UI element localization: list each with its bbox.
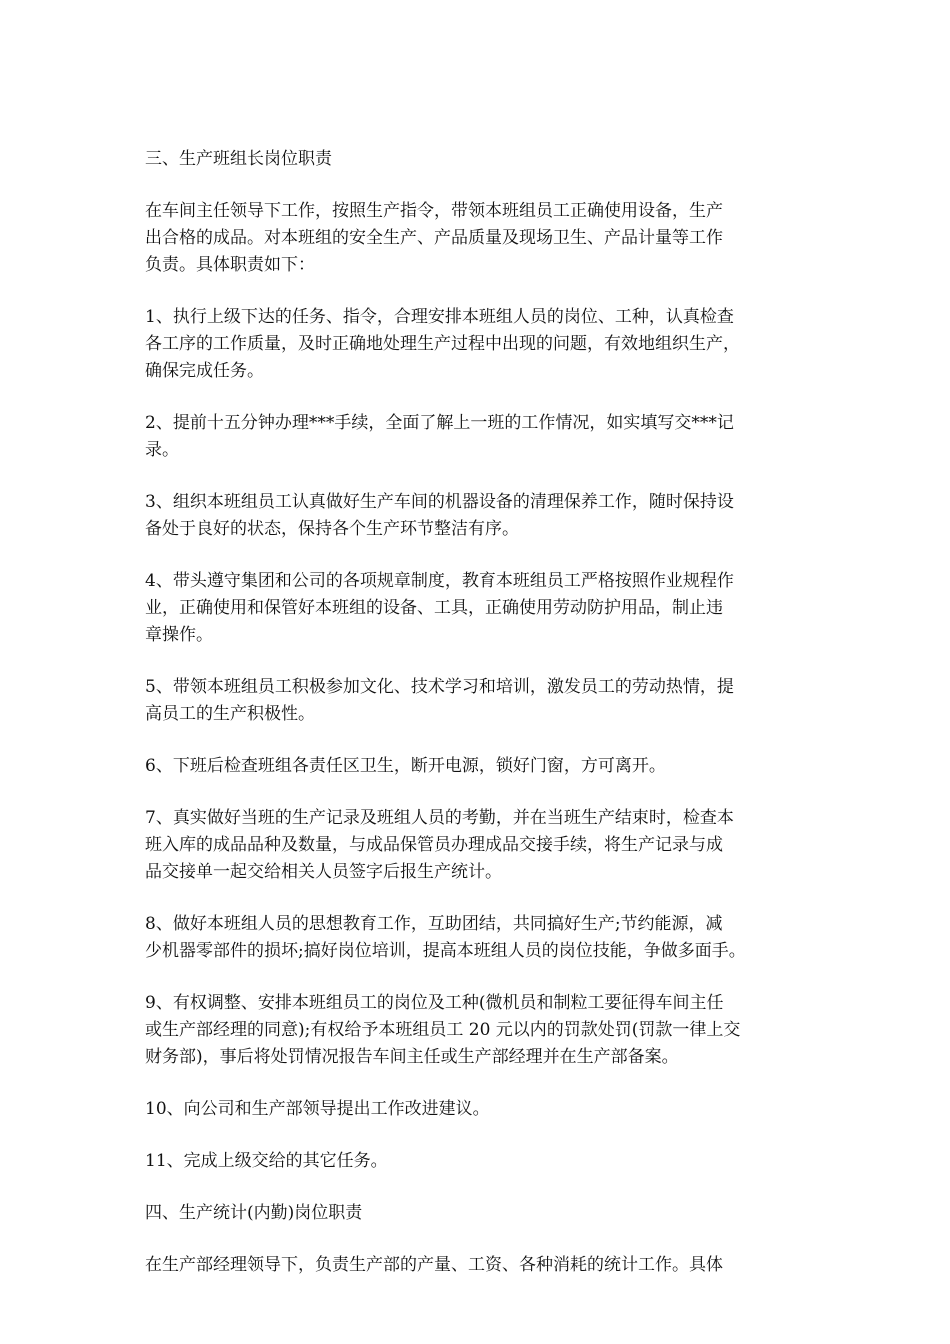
section-3-intro: 在车间主任领导下工作，按照生产指令，带领本班组员工正确使用设备，生产 出合格的成品。对本班组的安全生产、产品质量及现场卫生、产品计量等工作 负责。具体职责如下： <box>145 201 723 275</box>
section-4-title: 四、生产统计(内勤)岗位职责 <box>145 1203 363 1223</box>
duty-item-10: 10、向公司和生产部领导提出工作改进建议。 <box>145 1099 490 1119</box>
duty-item-4: 4、带头遵守集团和公司的各项规章制度，教育本班组员工严格按照作业规程作 业，正确使用和保管好本班组的设备、工具，正确使用劳动防护用品，制止违 章操作。 <box>145 571 734 645</box>
duty-item-5: 5、带领本班组员工积极参加文化、技术学习和培训，激发员工的劳动热情，提 高员工的生产积极性。 <box>145 677 734 724</box>
duty-item-7: 7、真实做好当班的生产记录及班组人员的考勤，并在当班生产结束时，检查本 班入库的成品品种及数量，与成品保管员办理成品交接手续，将生产记录与成 品交接单一起交给相关人员签字后报生产统计。 <box>145 808 734 882</box>
duty-item-8: 8、做好本班组人员的思想教育工作，互助团结，共同搞好生产;节约能源，减 少机器零部件的损坏;搞好岗位培训，提高本班组人员的岗位技能，争做多面手。 <box>145 914 746 961</box>
section-4-intro: 在生产部经理领导下，负责生产部的产量、工资、各种消耗的统计工作。具体 <box>145 1255 723 1275</box>
duty-item-6: 6、下班后检查班组各责任区卫生，断开电源，锁好门窗，方可离开。 <box>145 756 666 776</box>
section-3-title: 三、生产班组长岗位职责 <box>145 149 332 169</box>
document-page <box>145 146 825 1304</box>
duty-item-9: 9、有权调整、安排本班组员工的岗位及工种(微机员和制粒工要征得车间主任 或生产部经理的同意);有权给予本班组员工 20 元以内的罚款处罚(罚款一律上交 财务部)，事后将处罚情况报告车间主任或生产部经理并在生产部备案。 <box>145 993 741 1067</box>
duty-item-1: 1、执行上级下达的任务、指令，合理安排本班组人员的岗位、工种，认真检查 各工序的工作质量，及时正确地处理生产过程中出现的问题，有效地组织生产， 确保完成任务。 <box>145 307 740 381</box>
duty-item-3: 3、组织本班组员工认真做好生产车间的机器设备的清理保养工作，随时保持设 备处于良好的状态，保持各个生产环节整洁有序。 <box>145 492 734 539</box>
duty-item-2: 2、提前十五分钟办理***手续，全面了解上一班的工作情况，如实填写交***记 录。 <box>145 413 734 460</box>
duty-item-11: 11、完成上级交给的其它任务。 <box>145 1151 388 1171</box>
